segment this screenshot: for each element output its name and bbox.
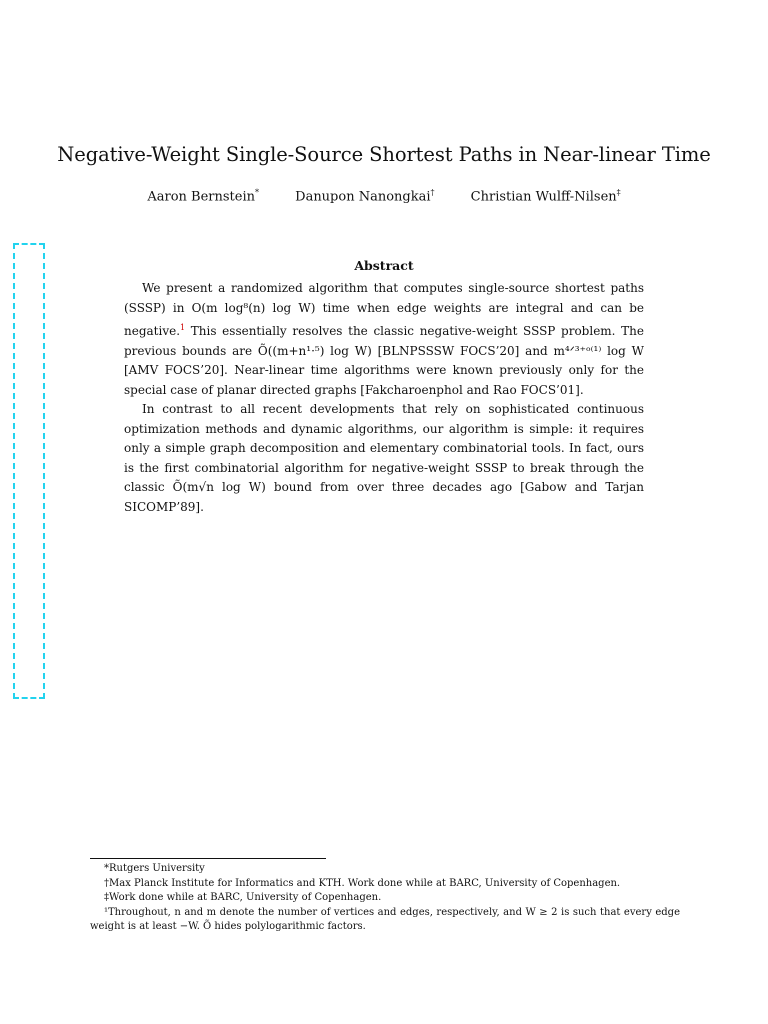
footnote-2: †Max Planck Institute for Informatics and KTH. Work done while at BARC, University of Copenhagen. xyxy=(104,877,621,889)
abstract-paragraph-2: In contrast to all recent developments that rely on sophisticated continuous optimization methods and dynamic algorithms, our algorithm is simple: it requires only a simple graph decomposition and elementary combinatorial tools. In fact, ours is the first combinatorial algorithm for negative-weight SSSP to break through the classic Õ(m√n log W) bound from over three decades ago [Gabow and Tarjan SICOMP’89]. xyxy=(124,402,644,514)
abstract-p1-end: This essentially resolves the classic negative-weight SSSP problem. The previous bounds are Õ((m+n¹·⁵) log W) [BLNPSSSW FOCS’20] and m⁴ᐟ³⁺ᵒ⁽¹⁾ log W [AMV FOCS’20]. Near-linear time algorithms were known previously only for the special case of planar directed graphs [Fakcharoenphol and Rao FOCS’01]. xyxy=(124,324,644,397)
footnote-1: *Rutgers University xyxy=(104,863,205,874)
author-2-mark: † xyxy=(430,188,435,197)
author-list xyxy=(0,188,768,204)
author-3-name: Christian Wulff-Nilsen xyxy=(470,189,617,205)
footnote-3: ‡Work done while at BARC, University of Copenhagen. xyxy=(104,892,382,903)
footnote-rule xyxy=(90,858,326,859)
author-1 xyxy=(147,188,259,204)
author-3-mark: ‡ xyxy=(616,188,621,197)
footnote-1-link[interactable]: 1 xyxy=(180,323,186,332)
author-1-name: Aaron Bernstein xyxy=(147,189,255,205)
author-2 xyxy=(295,188,434,204)
footnotes xyxy=(90,862,680,935)
abstract-body xyxy=(124,279,644,517)
abstract-paragraph-1 xyxy=(124,279,644,400)
author-3 xyxy=(471,188,621,204)
footnote-4: ¹Throughout, n and m denote the number of vertices and edges, respectively, and W ≥ 2 is such that every edge weight is at least −W. Õ hides polylogarithmic factors. xyxy=(90,906,680,932)
selection-box xyxy=(13,243,45,699)
abstract-heading: Abstract xyxy=(354,258,414,273)
author-1-mark: * xyxy=(255,188,259,197)
paper-title: Negative-Weight Single-Source Shortest Paths in Near-linear Time xyxy=(57,143,711,166)
author-2-name: Danupon Nanongkai xyxy=(295,189,431,205)
abstract-p1-start: We present a randomized algorithm that computes single-source shortest paths (SSSP) in O(m log⁸(n) log W) time when edge weights are integral and can be negative. xyxy=(124,281,644,338)
